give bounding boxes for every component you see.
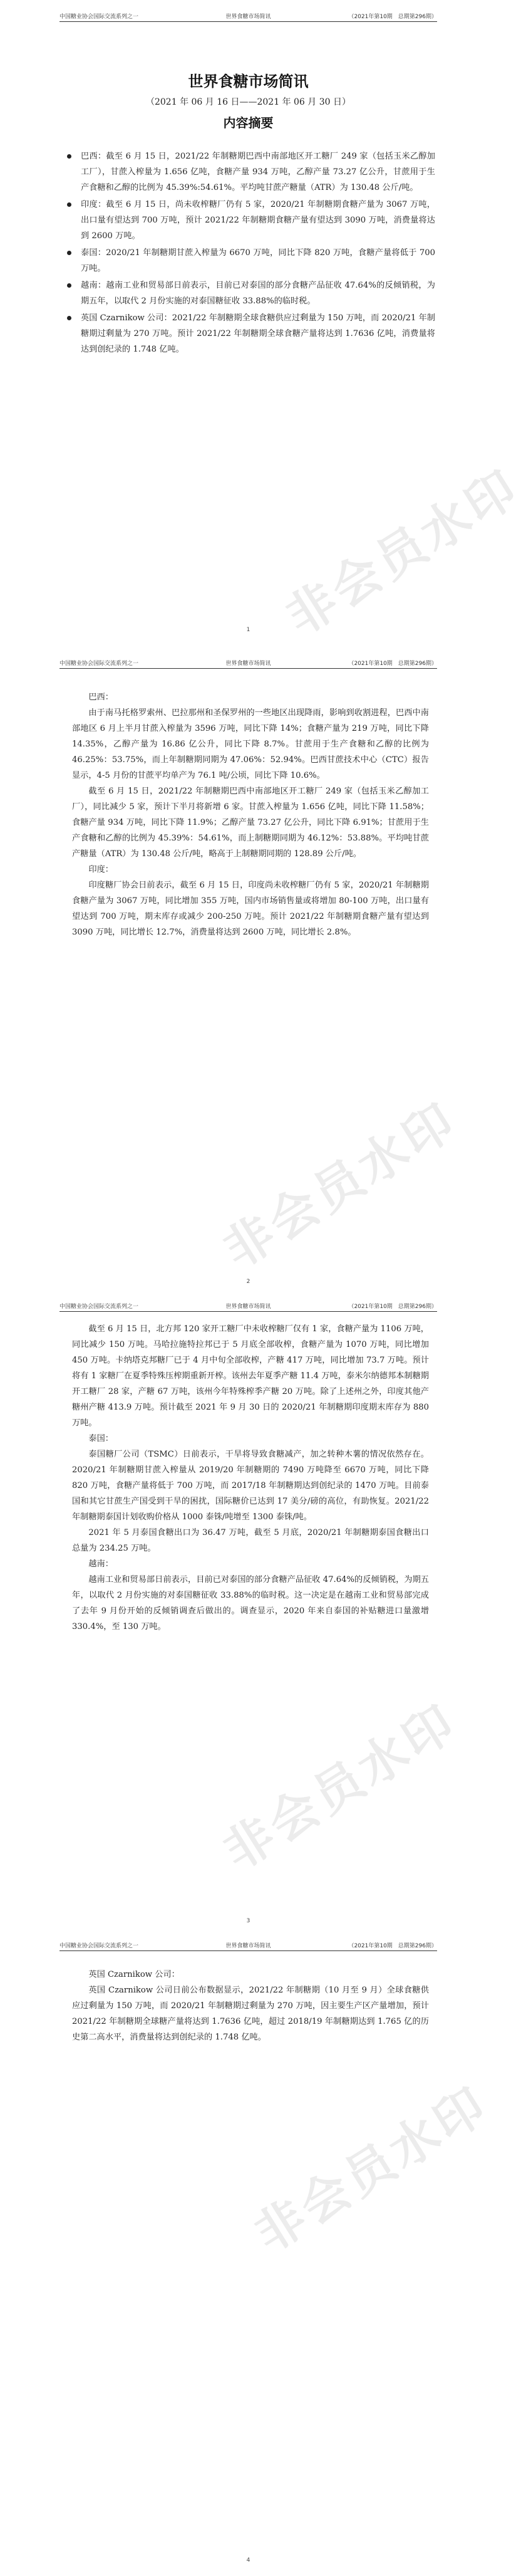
document-title: 世界食糖市场简讯 bbox=[188, 72, 309, 90]
section-heading-brazil: 巴西： bbox=[88, 693, 113, 702]
header-left: 中国糖业协会国际交流系列之一 bbox=[59, 14, 139, 20]
bullet-icon bbox=[67, 316, 71, 320]
page-header bbox=[59, 13, 437, 22]
page-header: 中国糖业协会国际交流系列之一 世界食糖市场简讯 （2021年第10期 总期第296期） bbox=[59, 1302, 437, 1312]
summary-item-brazil: 巴西：截至 6 月 15 日，2021/22 年制糖期巴西中南部地区开工糖厂 249 家（包括玉米乙醇加工厂），甘蔗入榨量为 1.656 亿吨，食糖产量 934 万吨，乙醇产量 73.27 亿公升，甘蔗用于生产食糖和乙醇的比例为 45.39%:54.61%。平均吨甘蔗产糖量（ATR）为 130.48 公斤/吨。 bbox=[66, 149, 435, 196]
page-header: 中国糖业协会国际交流系列之一 世界食糖市场简讯 （2021年第10期 总期第296期） bbox=[59, 659, 437, 669]
watermark: 非会员水印 bbox=[214, 1092, 467, 1280]
watermark: 非会员水印 bbox=[245, 2076, 498, 2264]
section-brazil bbox=[72, 689, 429, 940]
paragraph: 印度糖厂协会日前表示，截至 6 月 15 日，印度尚未收榨糖厂仍有 5 家，2020/21 年制糖期食糖产量为 3067 万吨，同比增加 355 万吨，国内市场销售量或将增加 80-100 万吨，出口量有望达到 700 万吨，期末库存或减少 200-250 万吨。预计 2021/22 年制糖期食糖产量有望达到 3090 万吨，同比增长 12.7%，消费量将达到 2600 万吨，同比增长 2.8%。 bbox=[72, 881, 429, 937]
bullet-icon bbox=[67, 251, 71, 255]
bullet-icon bbox=[67, 202, 71, 207]
section-heading-thailand: 泰国： bbox=[88, 1434, 113, 1443]
paragraph: 截至 6 月 15 日，2021/22 年制糖期巴西中南部地区开工糖厂 249 家（包括玉米乙醇加工厂），同比减少 5 家，预计下半月将新增 6 家。甘蔗入榨量为 1.656 亿吨，同比下降 11.58%；食糖产量 934 万吨，同比下降 11.9%；乙醇产量 73.27 亿公升，同比下降 6.91%；甘蔗用于生产食糖和乙醇的比例为 45.39%：54.61%，而上制糖期同期为 46.12%：53.88%。平均吨甘蔗产糖量（ATR）为 130.48 公斤/吨，略高于上制糖期同期的 128.89 公斤/吨。 bbox=[72, 787, 429, 859]
paragraph: 越南工业和贸易部日前表示，目前已对泰国的部分食糖产品征收 47.64%的反倾销税，为期五年，以取代 2 月份实施的对泰国糖征收 33.88%的临时税。这一决定是在越南工业和贸易部完成了去年 9 月份开始的反倾销调查后做出的。调查显示，2020 年来自泰国的补贴糖进口量激增 330.4%，至 130 万吨。 bbox=[72, 1575, 429, 1631]
header-center: 世界食糖市场简讯 bbox=[225, 14, 271, 20]
watermark: 非会员水印 bbox=[214, 1694, 467, 1882]
bullet-icon bbox=[67, 283, 71, 288]
summary-item-thailand: 泰国：2020/21 年制糖期甘蔗入榨量为 6670 万吨，同比下降 820 万吨，食糖产量将低于 700 万吨。 bbox=[66, 245, 435, 276]
paragraph: 由于南马托格罗索州、巴拉那州和圣保罗州的一些地区出现降雨，影响到收割进程，巴西中南部地区 6 月上半月甘蔗入榨量为 3596 万吨，同比下降 14%；食糖产量为 219 万吨，同比下降 14.35%，乙醇产量为 16.86 亿公升，同比下降 8.7%。甘蔗用于生产食糖和乙醇的比例为 46.25%：53.75%，而上年制糖期同期为 47.06%：52.94%。巴西甘蔗技术中心（CTC）报告显示，4-5 月份的甘蔗平均单产为 76.1 吨/公顷，同比下降 10.6%。 bbox=[72, 708, 429, 780]
date-range: （2021 年 06 月 16 日——2021 年 06 月 30 日） bbox=[145, 97, 351, 107]
page-header: 中国糖业协会国际交流系列之一 世界食糖市场简讯 （2021年第10期 总期第296期） bbox=[59, 1942, 437, 1951]
page-number: 2 bbox=[246, 1279, 250, 1285]
section-india-cont bbox=[72, 1321, 429, 1635]
page-number: 1 bbox=[246, 627, 250, 633]
bullet-icon bbox=[67, 154, 71, 159]
paragraph: 截至 6 月 15 日，北方邦 120 家开工糖厂中未收榨糖厂仅有 1 家，食糖产量为 1106 万吨，同比减少 150 万吨。马哈拉施特拉邦已于 5 月底全部收榨，食糖产量为 1070 万吨，同比增加 450 万吨。卡纳塔克邦糖厂已于 4 月中旬全部收榨，产糖 417 万吨，同比增加 73.7 万吨。预计将有 1 家糖厂在夏季特殊压榨期重新开榨。该州去年夏季产糖 11.4 万吨，泰米尔纳德邦本制糖期开工糖厂 28 家，产糖 67 万吨，该州今年特殊榨季产糖 20 万吨。除了上述州之外，印度其他产糖州产糖 413.9 万吨。预计截至 2021 年 9 月 30 日的 2020/21 年制糖期印度期末库存为 880 万吨。 bbox=[72, 1324, 429, 1428]
section-heading-vietnam: 越南： bbox=[88, 1559, 113, 1569]
section-uk bbox=[72, 1967, 429, 2045]
paragraph: 英国 Czarnikow 公司日前公布数据显示，2021/22 年制糖期（10 月至 9 月）全球食糖供应过剩量为 150 万吨，而 2020/21 年制糖期过剩量为 270 万吨，因主要生产区产量增加，预计 2021/22 年制糖期全球糖产量将达到 1.7636 亿吨，超过 2018/19 年制糖期达到 1.765 亿的历史第二高水平，消费量将达到创纪录的 1.748 亿吨。 bbox=[72, 1986, 429, 2042]
summary-heading: 内容摘要 bbox=[223, 115, 274, 130]
section-heading-uk: 英国 Czarnikow 公司： bbox=[88, 1970, 180, 1979]
page-number: 4 bbox=[246, 2557, 250, 2563]
section-heading-india: 印度： bbox=[88, 865, 113, 874]
paragraph: 2021 年 5 月泰国食糖出口为 36.47 万吨，截至 5 月底，2020/21 年制糖期泰国食糖出口总量为 234.25 万吨。 bbox=[72, 1528, 429, 1553]
summary-item-uk: 英国 Czarnikow 公司：2021/22 年制糖期全球食糖供应过剩量为 150 万吨，而 2020/21 年制糖期过剩量为 270 万吨。预计 2021/22 年制糖期全球食糖产量将达到 1.7636 亿吨，消费量将达到创纪录的 1.748 亿吨。 bbox=[66, 310, 435, 357]
paragraph: 泰国糖厂公司（TSMC）日前表示，干旱将导致食糖减产，加之转种木薯的情况依然存在。2020/21 年制糖期甘蔗入榨量从 2019/20 年制糖期的 7490 万吨降至 6670 万吨，同比下降 820 万吨，食糖产量将低于 700 万吨，而 2017/18 年制糖期达到创纪录的 1470 万吨。目前泰国和其它甘蔗生产国受到干旱的困扰，国际糖价已达到 17 美分/磅的高位，有助恢复。2021/22 年制糖期泰国计划收购价格从 1000 泰铢/吨增至 1300 泰铢/吨。 bbox=[72, 1450, 429, 1522]
summary-item-india: 印度：截至 6 月 15 日，尚未收榨糖厂仍有 5 家，2020/21 年制糖期食糖产量为 3067 万吨，出口量有望达到 700 万吨，预计 2021/22 年制糖期食糖产量有望达到 3090 万吨，消费量将达到 2600 万吨。 bbox=[66, 197, 435, 244]
summary-item-vietnam: 越南：越南工业和贸易部日前表示，目前已对泰国的部分食糖产品征收 47.64%的反倾销税，为期五年，以取代 2 月份实施的对泰国糖征收 33.88%的临时税。 bbox=[66, 278, 435, 309]
page-number: 3 bbox=[246, 1918, 250, 1924]
watermark: 非会员水印 bbox=[276, 459, 530, 647]
header-right: （2021年第10期 总期第296期） bbox=[348, 14, 437, 20]
summary-list bbox=[66, 149, 435, 359]
